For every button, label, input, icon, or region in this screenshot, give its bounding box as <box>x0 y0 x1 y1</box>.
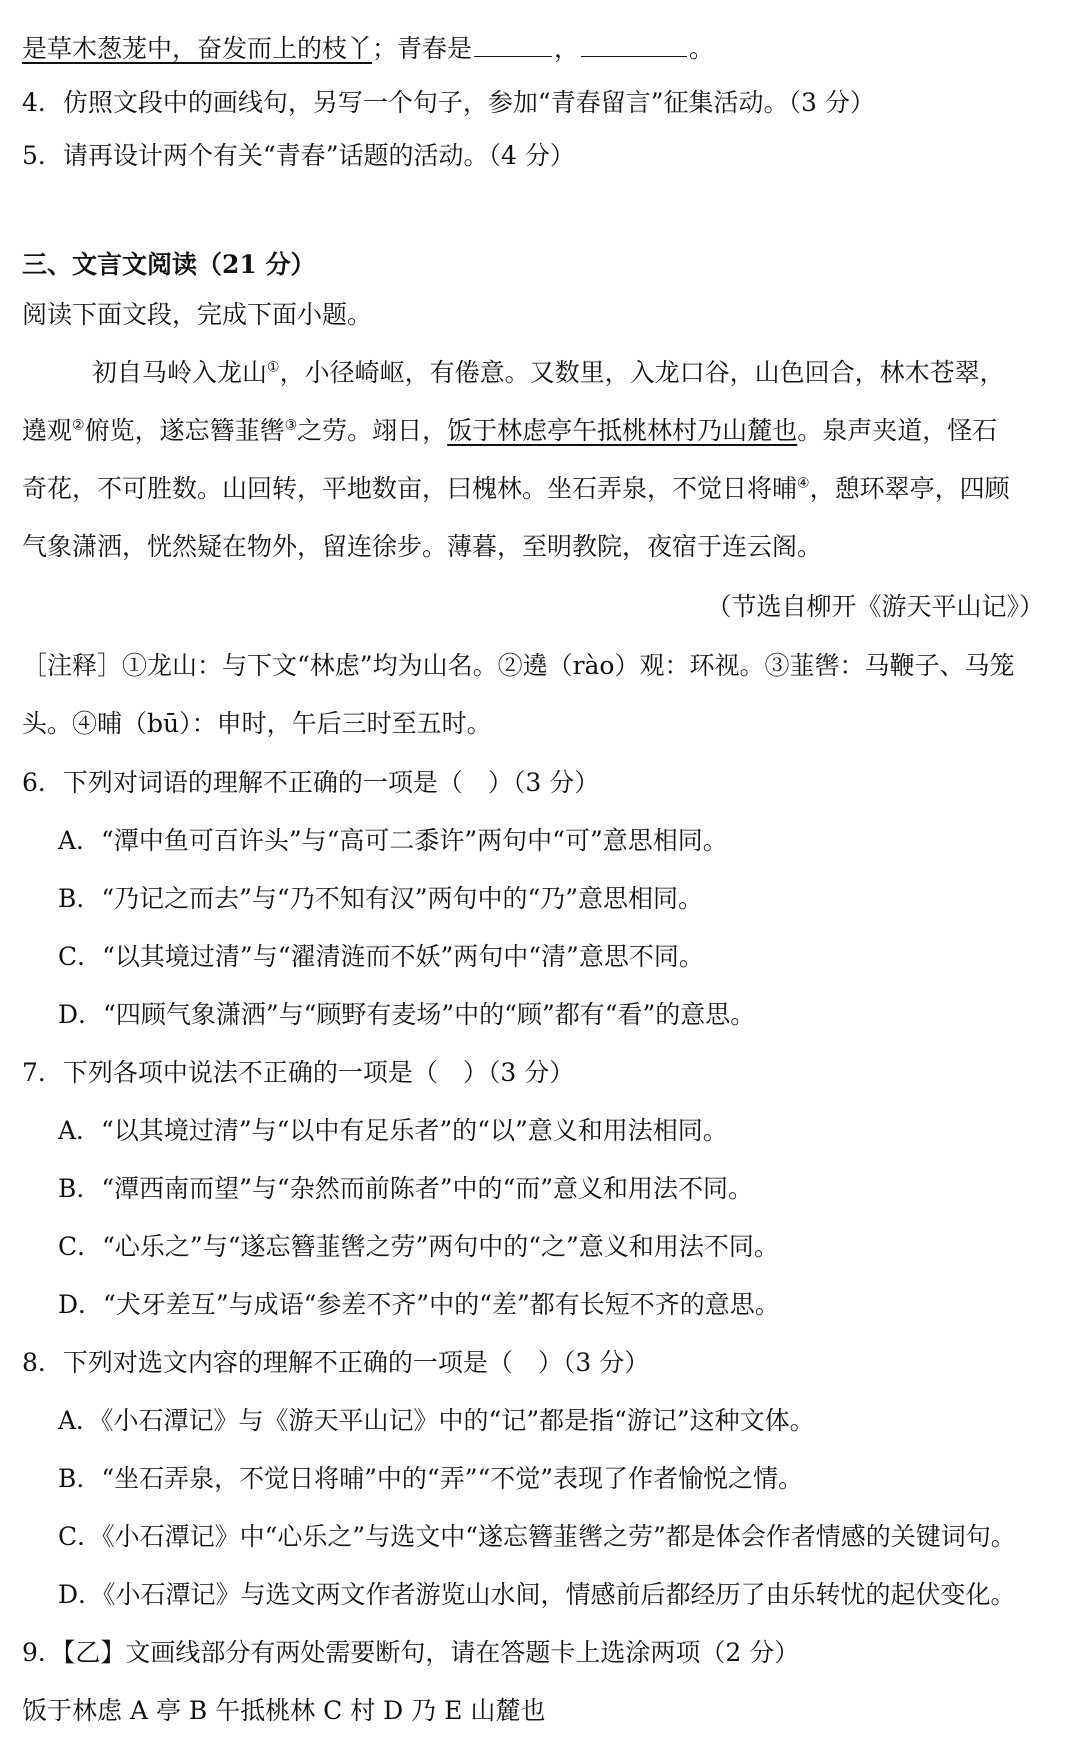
section-3-title: 三、文言文阅读（21 分） <box>22 250 316 279</box>
note-marker-3: ③ <box>284 417 298 434</box>
fill-blank-line: 是草木葱茏中，奋发而上的枝丫；青春是 ， 。 <box>22 30 1060 67</box>
question-9-sentence: 饭于林虑 A 亭 B 午抵桃林 C 村 D 乃 E 山麓也 <box>22 1696 546 1725</box>
question-8-option-a[interactable]: A．《小石潭记》与《游天平山记》中的“记”都是指“游记”这种文体。 <box>58 1406 815 1435</box>
passage-line-1: 初自马岭入龙山①，小径崎岖，有倦意。又数里，入龙口谷，山色回合，林木苍翠， <box>92 358 1005 387</box>
question-6-option-c[interactable]: C．“以其境过清”与“濯清涟而不妖”两句中“清”意思不同。 <box>58 942 704 971</box>
notes-line-2: 头。④晡（bū）：申时，午后三时至五时。 <box>22 709 492 738</box>
question-6-stem: 6．下列对词语的理解不正确的一项是（ ）（3 分） <box>22 768 600 797</box>
question-6-option-b[interactable]: B．“乃记之而去”与“乃不知有汉”两句中的“乃”意思相同。 <box>58 884 704 913</box>
note-marker-2: ② <box>72 417 85 434</box>
answer-blank-2[interactable] <box>581 30 687 57</box>
passage-line-2: 遶观②俯览，遂忘簪韮辔③之劳。翊日，饭于林虑亭午抵桃林村乃山麓也。泉声夹道，怪石 <box>22 416 998 445</box>
passage-line-3: 奇花，不可胜数。山回转，平地数亩，曰槐林。坐石弄泉，不觉日将晡④，憩环翠亭，四顾 <box>22 474 1010 503</box>
notes-line-1: ［注释］①龙山：与下文“林虑”均为山名。②遶（rào）观：环视。③韮辔：马鞭子、马笼 <box>22 651 1015 680</box>
question-4: 4．仿照文段中的画线句，另写一个句子，参加“青春留言”征集活动。（3 分） <box>22 88 875 117</box>
note-marker-4: ④ <box>797 475 810 492</box>
underlined-passage-part: 饭于林虑亭午抵桃林村乃山麓也 <box>447 416 798 445</box>
section-3-instruction: 阅读下面文段，完成下面小题。 <box>22 300 373 329</box>
underlined-sentence: 是草木葱茏中，奋发而上的枝丫 <box>22 34 373 63</box>
question-7-option-c[interactable]: C．“心乐之”与“遂忘簪韮辔之劳”两句中的“之”意义和用法不同。 <box>58 1232 779 1261</box>
passage-line-4: 气象潇洒，恍然疑在物外，留连徐步。薄暮，至明教院，夜宿于连云阁。 <box>22 532 823 561</box>
question-5: 5．请再设计两个有关“青春”话题的活动。（4 分） <box>22 141 575 170</box>
note-marker-1: ① <box>267 359 280 376</box>
question-7-option-d[interactable]: D．“犬牙差互”与成语“参差不齐”中的“差”都有长短不齐的意思。 <box>58 1290 780 1319</box>
question-8-stem: 8．下列对选文内容的理解不正确的一项是（ ）（3 分） <box>22 1348 650 1377</box>
question-6-option-a[interactable]: A．“潭中鱼可百许头”与“高可二黍许”两句中“可”意思相同。 <box>58 826 728 855</box>
answer-blank-1[interactable] <box>474 30 552 57</box>
question-7-option-b[interactable]: B．“潭西南而望”与“杂然而前陈者”中的“而”意义和用法不同。 <box>58 1174 754 1203</box>
question-7-stem: 7．下列各项中说法不正确的一项是（ ）（3 分） <box>22 1058 575 1087</box>
question-9-stem: 9．【乙】文画线部分有两处需要断句，请在答题卡上选涂两项（2 分） <box>22 1638 800 1667</box>
question-7-option-a[interactable]: A．“以其境过清”与“以中有足乐者”的“以”意义和用法相同。 <box>58 1116 728 1145</box>
passage-source: （节选自柳开《游天平山记》） <box>706 592 1044 621</box>
question-8-option-d[interactable]: D．《小石潭记》与选文两文作者游览山水间，情感前后都经历了由乐转忧的起伏变化。 <box>58 1580 1016 1609</box>
question-8-option-b[interactable]: B．“坐石弄泉，不觉日将晡”中的“弄”“不觉”表现了作者愉悦之情。 <box>58 1464 804 1493</box>
question-8-option-c[interactable]: C．《小石潭记》中“心乐之”与选文中“遂忘簪韮辔之劳”都是体会作者情感的关键词句。 <box>58 1522 1016 1551</box>
question-6-option-d[interactable]: D．“四顾气象潇洒”与“顾野有麦场”中的“顾”都有“看”的意思。 <box>58 1000 756 1029</box>
